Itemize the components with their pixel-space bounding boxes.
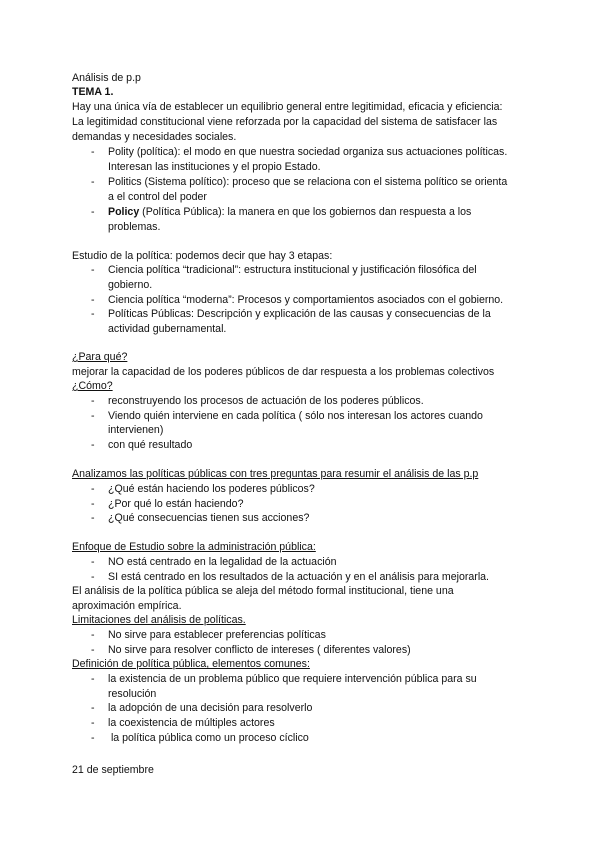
list-item-text: Policy (Política Pública): la manera en que los gobiernos dan respuesta a los — [108, 206, 472, 218]
list-item-text: reconstruyendo los procesos de actuación de los poderes públicos. — [108, 395, 424, 407]
bullet-dash: - — [91, 732, 95, 744]
list-item-text: Ciencia política “moderna”: Procesos y comportamientos asociados con el gobierno. — [108, 294, 504, 306]
list-item-text: Políticas Públicas: Descripción y explicación de las causas y consecuencias de la — [108, 308, 491, 320]
section-title-tema-1: TEMA 1. — [72, 86, 114, 98]
list-item-text: la existencia de un problema público que requiere intervención pública para su — [108, 673, 477, 685]
para-que-heading: ¿Para qué? — [72, 351, 128, 363]
estudio-heading: Estudio de la política: podemos decir que hay 3 etapas: — [72, 250, 333, 262]
bullet-dash: - — [91, 294, 95, 306]
analisis-text: El análisis de la política pública se aleja del método formal institucional, tiene una — [72, 585, 454, 597]
bullet-dash: - — [91, 556, 95, 568]
bullet-dash: - — [91, 629, 95, 641]
para-que-answer: mejorar la capacidad de los poderes públicos de dar respuesta a los problemas colectivos — [72, 366, 495, 378]
bullet-dash: - — [91, 395, 95, 407]
definicion-heading: Definición de política pública, elementos comunes: — [72, 658, 310, 670]
list-item-text: intervienen) — [108, 424, 164, 436]
analisis-text: aproximación empírica. — [72, 600, 182, 612]
list-item-text: No sirve para resolver conflicto de intereses ( diferentes valores) — [108, 644, 411, 656]
list-item-text: SI está centrado en los resultados de la actuación y en el análisis para mejorarla. — [108, 571, 490, 583]
list-item-text: ¿Qué están haciendo los poderes públicos? — [108, 483, 315, 495]
list-item-text: la política pública como un proceso cíclico — [108, 732, 309, 744]
bullet-dash: - — [91, 308, 95, 320]
date-line: 21 de septiembre — [72, 764, 154, 776]
policy-term: Policy — [108, 206, 140, 218]
bullet-dash: - — [91, 439, 95, 451]
bullet-dash: - — [91, 483, 95, 495]
intro-line: demandas y necesidades sociales. — [72, 131, 237, 143]
bullet-dash: - — [91, 146, 95, 158]
list-item-text: con qué resultado — [108, 439, 193, 451]
bullet-dash: - — [91, 571, 95, 583]
intro-line: La legitimidad constitucional viene reforzada por la capacidad del sistema de satisfacer las — [72, 116, 498, 128]
bullet-dash: - — [91, 512, 95, 524]
list-item-text: problemas. — [108, 221, 161, 233]
list-item-text: Viendo quién interviene en cada política ( sólo nos interesan los actores cuando — [108, 410, 483, 422]
bullet-dash: - — [91, 410, 95, 422]
list-item-text: NO está centrado en la legalidad de la actuación — [108, 556, 337, 568]
intro-line: Hay una única vía de establecer un equilibrio general entre legitimidad, eficacia y eficiencia: — [72, 101, 503, 113]
enfoque-heading: Enfoque de Estudio sobre la administración pública: — [72, 541, 316, 553]
bullet-dash: - — [91, 264, 95, 276]
preguntas-heading: Analizamos las políticas públicas con tres preguntas para resumir el análisis de las p.p — [72, 468, 479, 480]
list-item-text: a el control del poder — [108, 191, 207, 203]
list-item-text: resolución — [108, 688, 157, 700]
list-item-text: Politics (Sistema político): proceso que se relaciona con el sistema político se orienta — [108, 176, 508, 188]
bullet-dash: - — [91, 498, 95, 510]
list-item-text: la coexistencia de múltiples actores — [108, 717, 275, 729]
list-item-text: actividad gubernamental. — [108, 323, 227, 335]
list-item-text: Ciencia política “tradicional”: estructura institucional y justificación filosófica del — [108, 264, 477, 276]
document-header: Análisis de p.p — [72, 72, 141, 84]
bullet-dash: - — [91, 673, 95, 685]
list-item-text: ¿Qué consecuencias tienen sus acciones? — [108, 512, 310, 524]
list-item-text: Interesan las instituciones y el propio Estado. — [108, 161, 321, 173]
bullet-dash: - — [91, 717, 95, 729]
list-item-text: No sirve para establecer preferencias políticas — [108, 629, 326, 641]
bullet-dash: - — [91, 702, 95, 714]
limitaciones-heading: Limitaciones del análisis de políticas. — [72, 614, 246, 626]
bullet-dash: - — [91, 644, 95, 656]
list-item-text: la adopción de una decisión para resolverlo — [108, 702, 313, 714]
como-heading: ¿Cómo? — [72, 380, 113, 392]
list-item-text: Polity (política): el modo en que nuestra sociedad organiza sus actuaciones políticas. — [108, 146, 508, 158]
bullet-dash: - — [91, 206, 95, 218]
list-item-text: gobierno. — [108, 279, 153, 291]
list-item-text: ¿Por qué lo están haciendo? — [108, 498, 244, 510]
bullet-dash: - — [91, 176, 95, 188]
